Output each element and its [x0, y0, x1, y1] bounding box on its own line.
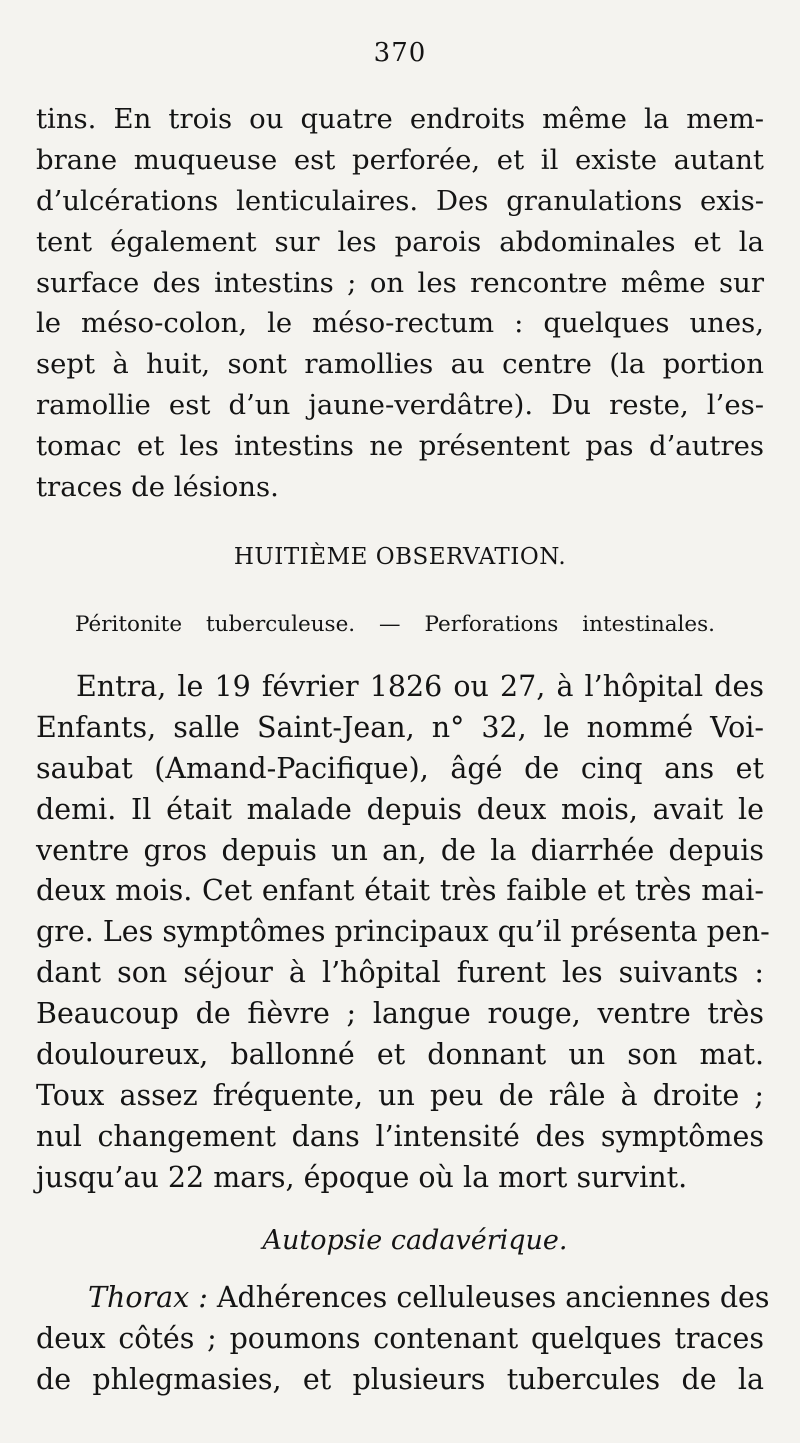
text-line: tins. En trois ou quatre endroits même la mem-	[36, 103, 764, 135]
text-line: dant son séjour à l’hôpital furent les suivants :	[36, 956, 764, 990]
autopsy-heading: Autopsie cadavérique.	[262, 1225, 568, 1256]
text-line: le méso-colon, le méso-rectum : quelques unes,	[36, 307, 764, 340]
text-line: de phlegmasies, et plusieurs tubercules de la	[36, 1362, 764, 1396]
text-line: Enfants, salle Saint-Jean, n° 32, le nommé Voi-	[36, 710, 764, 744]
text-line: deux mois. Cet enfant était très faible et très mai-	[36, 874, 764, 908]
text-fragment: Adhérences celluleuses anciennes des	[207, 1281, 770, 1314]
text-line: jusqu’au 22 mars, époque où la mort survint.	[36, 1160, 688, 1194]
text-line: brane muqueuse est perforée, et il existe autant	[36, 143, 764, 176]
text-line: gre. Les symptômes principaux qu’il présenta pen-	[36, 915, 770, 949]
text-line: tomac et les intestins ne présentent pas d’autres	[36, 430, 764, 463]
text-line: douloureux, ballonné et donnant un son mat.	[36, 1038, 764, 1072]
text-line: Entra, le 19 février 1826 ou 27, à l’hôpital des	[76, 670, 764, 703]
paragraph-continuation	[36, 99, 764, 508]
text-line: nul changement dans l’intensité des symptômes	[36, 1119, 764, 1153]
text-line: tent également sur les parois abdominales et la	[36, 225, 764, 258]
page-number: 370	[373, 38, 427, 68]
text-line: Toux assez fréquente, un peu de râle à droite ;	[36, 1078, 764, 1112]
text-line: d’ulcérations lenticulaires. Des granulations exis-	[36, 184, 764, 217]
observation-heading: HUITIÈME OBSERVATION.	[233, 544, 567, 570]
text-line: ramollie est d’un jaune-verdâtre). Du reste, l’es-	[36, 389, 764, 422]
text-line: demi. Il était malade depuis deux mois, avait le	[36, 792, 764, 826]
observation-subtitle: Péritonite tuberculeuse. — Perforations intestinales.	[75, 612, 715, 637]
text-line: ventre gros depuis un an, de la diarrhée depuis	[36, 833, 764, 867]
text-line: deux côtés ; poumons contenant quelques traces	[36, 1321, 764, 1355]
observation-paragraph	[36, 667, 770, 1199]
text-line	[36, 1278, 770, 1319]
text-line: traces de lésions.	[36, 471, 279, 504]
text-line: sept à huit, sont ramollies au centre (la portion	[36, 348, 764, 381]
text-line: saubat (Amand-Pacifique), âgé de cinq ans et	[36, 751, 764, 785]
text-line: Beaucoup de fièvre ; langue rouge, ventre très	[36, 997, 764, 1031]
text-line: surface des intestins ; on les rencontre même sur	[36, 266, 764, 299]
autopsy-paragraph	[36, 1278, 770, 1401]
section-label: Thorax :	[88, 1281, 208, 1314]
